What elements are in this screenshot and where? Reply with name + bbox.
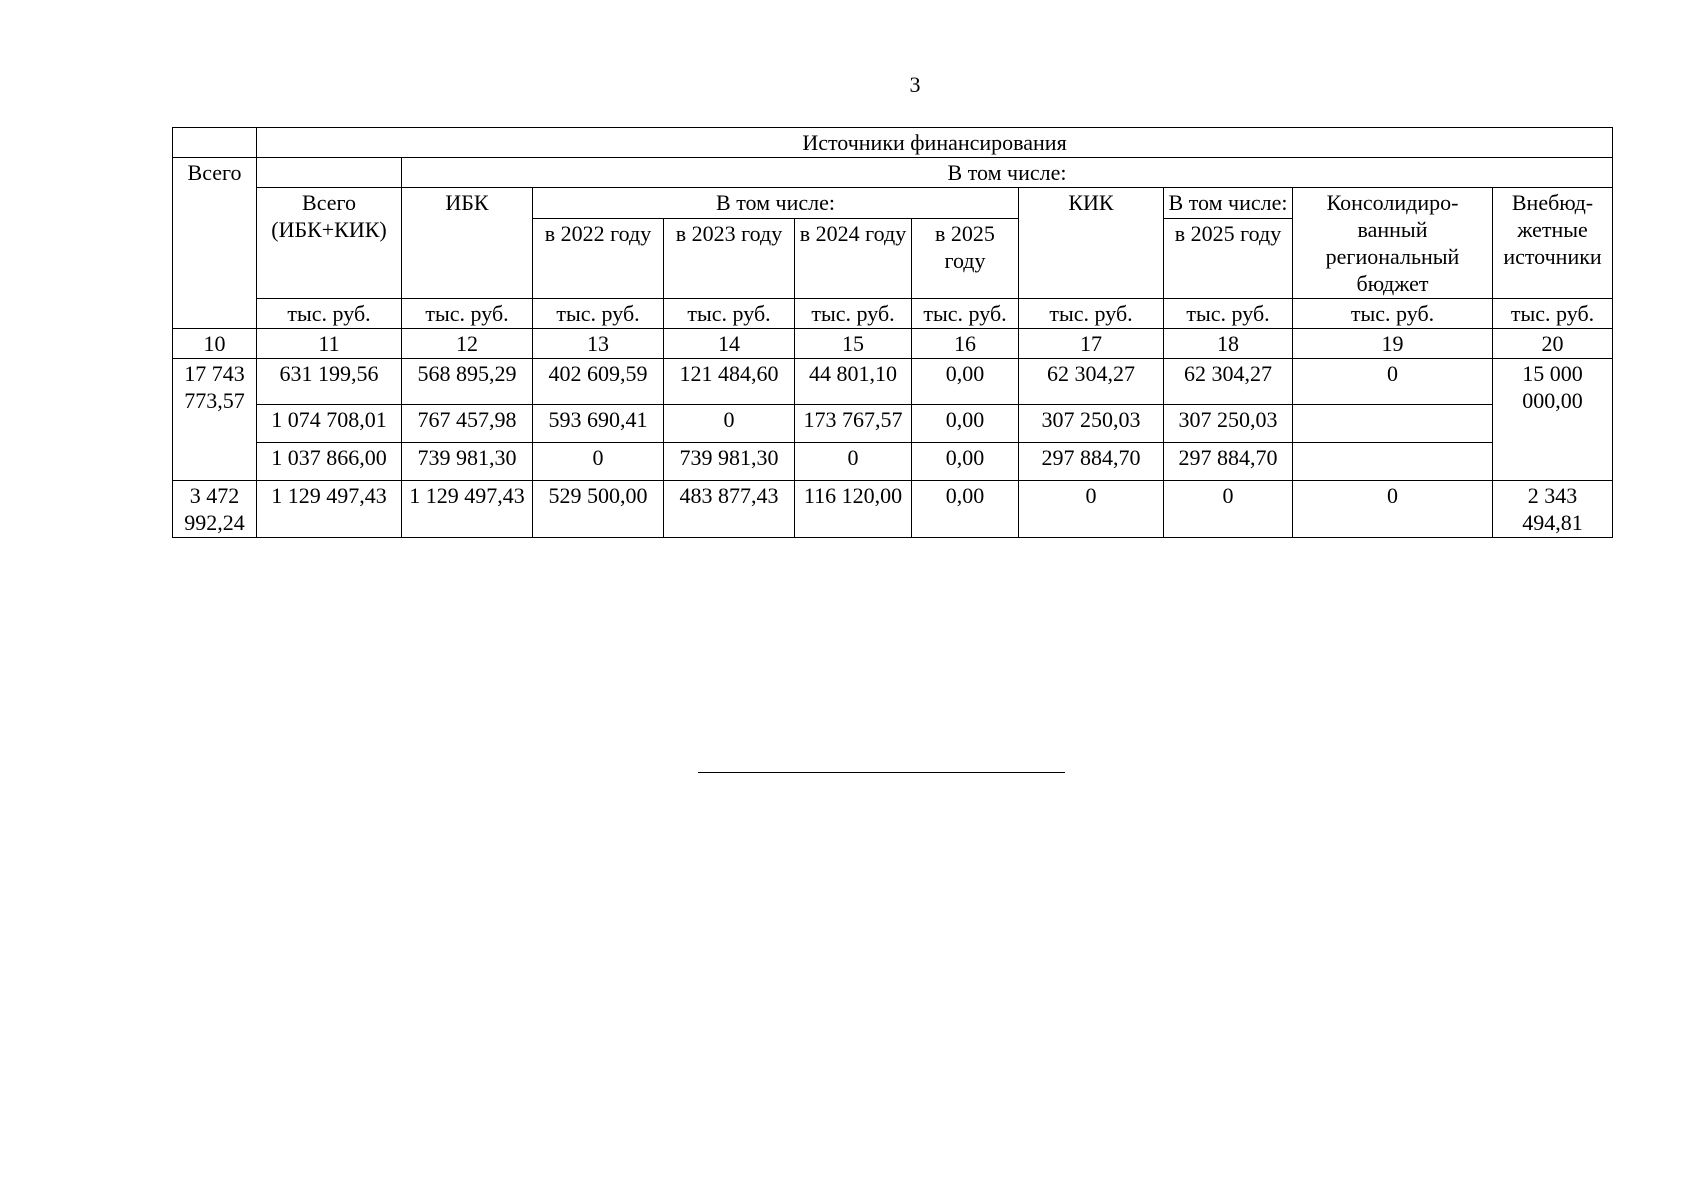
header-including: В том числе:: [402, 158, 1613, 188]
footer-divider-line: [698, 772, 1065, 773]
column-number: 13: [533, 329, 664, 359]
table-cell: 0: [1164, 481, 1293, 538]
table-cell: 0,00: [912, 359, 1019, 405]
table-cell: 631 199,56: [257, 359, 402, 405]
unit-cell: тыс. руб.: [257, 299, 402, 329]
unit-row: [173, 299, 1613, 329]
table-cell: 116 120,00: [795, 481, 912, 538]
table-cell: 568 895,29: [402, 359, 533, 405]
group1-extrabudget: 15 000 000,00: [1493, 359, 1613, 481]
header-year-2023: в 2023 году: [664, 219, 795, 299]
unit-cell: тыс. руб.: [402, 299, 533, 329]
column-number: 15: [795, 329, 912, 359]
column-number: 16: [912, 329, 1019, 359]
table-cell: 0: [664, 405, 795, 443]
table-cell: 739 981,30: [664, 443, 795, 481]
column-number: 19: [1293, 329, 1493, 359]
group2-extrabudget: 2 343 494,81: [1493, 481, 1613, 538]
table-cell: 1 037 866,00: [257, 443, 402, 481]
column-number: 11: [257, 329, 402, 359]
column-number: 10: [173, 329, 257, 359]
header-row-3: [173, 188, 1613, 219]
table-cell: 593 690,41: [533, 405, 664, 443]
table-cell: 767 457,98: [402, 405, 533, 443]
header-row-1: [173, 128, 1613, 158]
unit-cell: тыс. руб.: [1019, 299, 1164, 329]
header-kik: КИК: [1019, 188, 1164, 299]
header-extrabudget-sources: Внебюд-жетные источники: [1493, 188, 1613, 299]
unit-cell: тыс. руб.: [664, 299, 795, 329]
table-cell: 739 981,30: [402, 443, 533, 481]
column-number: 12: [402, 329, 533, 359]
group1-total: 17 743 773,57: [173, 359, 257, 481]
table-row: [173, 405, 1613, 443]
financing-table: [172, 127, 1613, 538]
table-cell: 62 304,27: [1019, 359, 1164, 405]
table-cell: 529 500,00: [533, 481, 664, 538]
table-cell: 62 304,27: [1164, 359, 1293, 405]
table-cell: 173 767,57: [795, 405, 912, 443]
column-number: 18: [1164, 329, 1293, 359]
table-cell: 402 609,59: [533, 359, 664, 405]
table-cell: 307 250,03: [1164, 405, 1293, 443]
table-cell: 0: [1019, 481, 1164, 538]
table-cell: 297 884,70: [1019, 443, 1164, 481]
table-cell: 44 801,10: [795, 359, 912, 405]
page-number: 3: [909, 72, 921, 97]
column-number-row: [173, 329, 1613, 359]
column-number: 20: [1493, 329, 1613, 359]
table-row: [173, 359, 1613, 405]
group2-total: 3 472 992,24: [173, 481, 257, 538]
header-year-2024: в 2024 году: [795, 219, 912, 299]
column-number: 17: [1019, 329, 1164, 359]
header-empty-cell: [257, 158, 402, 188]
table-cell: 0,00: [912, 481, 1019, 538]
header-financing-sources: Источники финансирования: [257, 128, 1613, 158]
table-cell: 0,00: [912, 405, 1019, 443]
table-cell: 483 877,43: [664, 481, 795, 538]
header-empty-cell: [173, 128, 257, 158]
group2-consolidated: 0: [1293, 481, 1493, 538]
header-kik-year-2025: в 2025 году: [1164, 219, 1293, 299]
header-year-2022: в 2022 году: [533, 219, 664, 299]
header-total: Всего: [173, 158, 257, 329]
table-row: [173, 481, 1613, 538]
header-row-2: [173, 158, 1613, 188]
unit-cell: тыс. руб.: [1164, 299, 1293, 329]
table-cell: 297 884,70: [1164, 443, 1293, 481]
table-cell: 0: [533, 443, 664, 481]
header-ibk: ИБК: [402, 188, 533, 299]
table-cell: 1 129 497,43: [402, 481, 533, 538]
header-kik-including: В том числе:: [1164, 188, 1293, 219]
header-ibk-including: В том числе:: [533, 188, 1019, 219]
table-cell: 1 074 708,01: [257, 405, 402, 443]
column-number: 14: [664, 329, 795, 359]
table-row: [173, 443, 1613, 481]
table-cell-empty: [1293, 405, 1493, 443]
group1-consolidated: 0: [1293, 359, 1493, 405]
table-cell: 1 129 497,43: [257, 481, 402, 538]
table-cell: 307 250,03: [1019, 405, 1164, 443]
unit-cell: тыс. руб.: [1293, 299, 1493, 329]
table-cell-empty: [1293, 443, 1493, 481]
table-cell: 0,00: [912, 443, 1019, 481]
header-year-2025: в 2025 году: [912, 219, 1019, 299]
header-consolidated-budget: Консолидиро-ванный региональный бюджет: [1293, 188, 1493, 299]
table-cell: 0: [795, 443, 912, 481]
unit-cell: тыс. руб.: [533, 299, 664, 329]
table-cell: 121 484,60: [664, 359, 795, 405]
unit-cell: тыс. руб.: [1493, 299, 1613, 329]
header-total-ibk-kik: Всего (ИБК+КИК): [257, 188, 402, 299]
unit-cell: тыс. руб.: [795, 299, 912, 329]
unit-cell: тыс. руб.: [912, 299, 1019, 329]
